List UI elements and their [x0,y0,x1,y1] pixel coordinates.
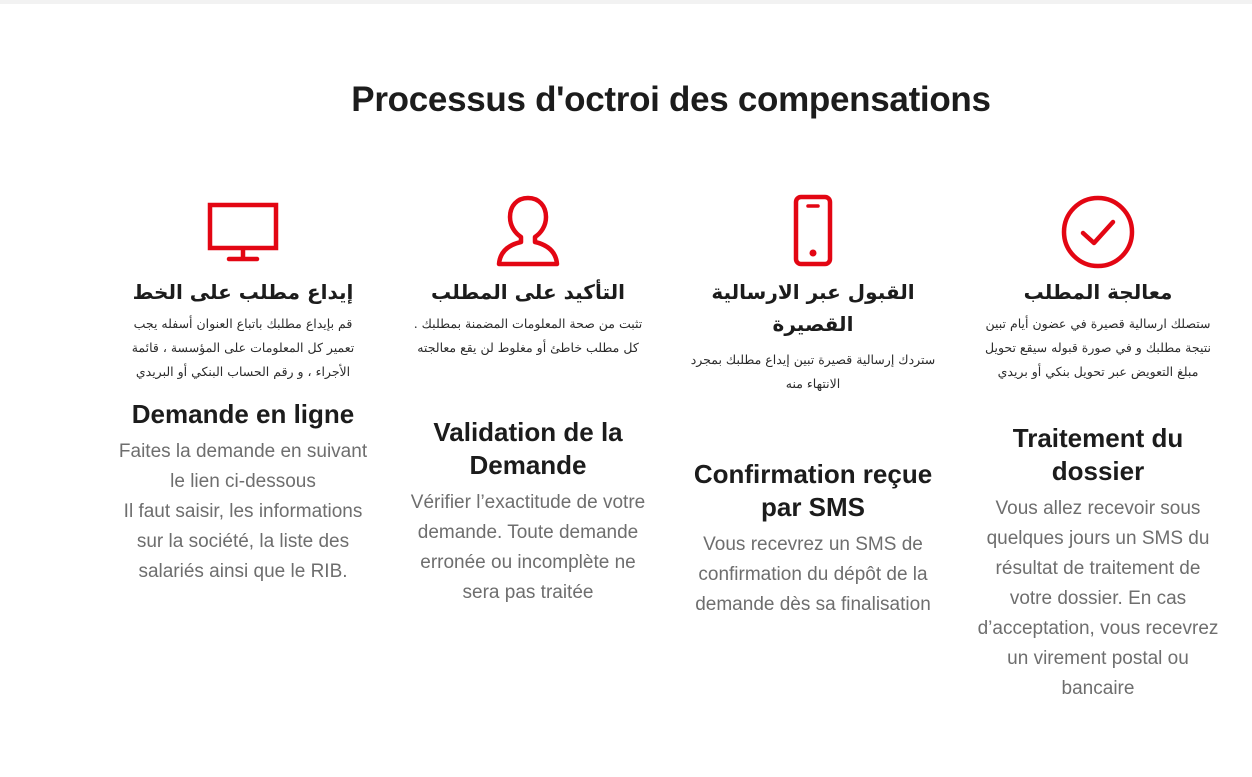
step-fr-title: Validation de la Demande [433,417,623,480]
step-fr-title: Demande en ligne [131,399,355,429]
step-ar-title: التأكيد على المطلب [431,280,625,304]
step-fr-text-line: Il faut saisir, les informations sur la société, la liste des salariés ainsi que le RIB. [123,501,363,582]
step-fr-text-line: Faites la demande en suivant le lien ci-dessous [118,441,368,492]
step-fr-text-line: Vous allez recevoir sous quelques jours un SMS du résultat de traitement de votre dossier. En cas d’acceptation, vous recevrez un virement postal ou bancaire [977,498,1219,699]
top-strip [0,0,1252,4]
step-fr-title: Confirmation reçue par SMS [693,459,933,522]
step-ar-title: إيداع مطلب على الخط [132,280,354,304]
step-ar-text: ستردك إرسالية قصيرة تبين إيداع مطلبك بمجرد الانتهاء منه [690,352,936,391]
step-processing [973,190,1223,704]
page-title: Processus d'octroi des compensations [351,80,991,119]
step-fr-text-line: Vous recevrez un SMS de confirmation du dépôt de la demande dès sa finalisation [695,534,931,615]
user-icon [488,190,568,270]
step-ar-title: معالجة المطلب [1023,280,1173,304]
step-fr-text [688,530,938,620]
step-fr-title: Traitement du dossier [1012,423,1184,486]
step-ar-title: القبول عبر الارسالية القصيرة [711,280,915,336]
step-sms-confirmation [688,190,938,620]
step-validation [403,190,653,608]
step-online-request [118,190,368,587]
monitor-icon [203,190,283,270]
step-fr-text [973,494,1223,704]
step-ar-text: تثبت من صحة المعلومات المضمنة بمطلبك . كل مطلب خاطئ أو مغلوط لن يقع معالجته [413,316,643,355]
check-circle-icon [1058,190,1138,270]
step-ar-text: ستصلك ارسالية قصيرة في عضون أيام تبين نتيجة مطلبك و في صورة قبوله سيقع تحويل مبلغ التعويض عبر تحويل بنكي أو بريدي [985,316,1211,379]
step-fr-text-line: Vérifier l’exactitude de votre demande. Toute demande erronée ou incomplète ne sera pas traitée [410,492,646,603]
step-ar-text: قم بإيداع مطلبك باتباع العنوان أسفله يجب تعمير كل المعلومات على المؤسسة ، قائمة الأجراء ، و رقم الحساب البنكي أو البريدي [131,316,355,379]
step-fr-text [403,488,653,608]
smartphone-icon [773,190,853,270]
step-fr-text [118,437,368,587]
